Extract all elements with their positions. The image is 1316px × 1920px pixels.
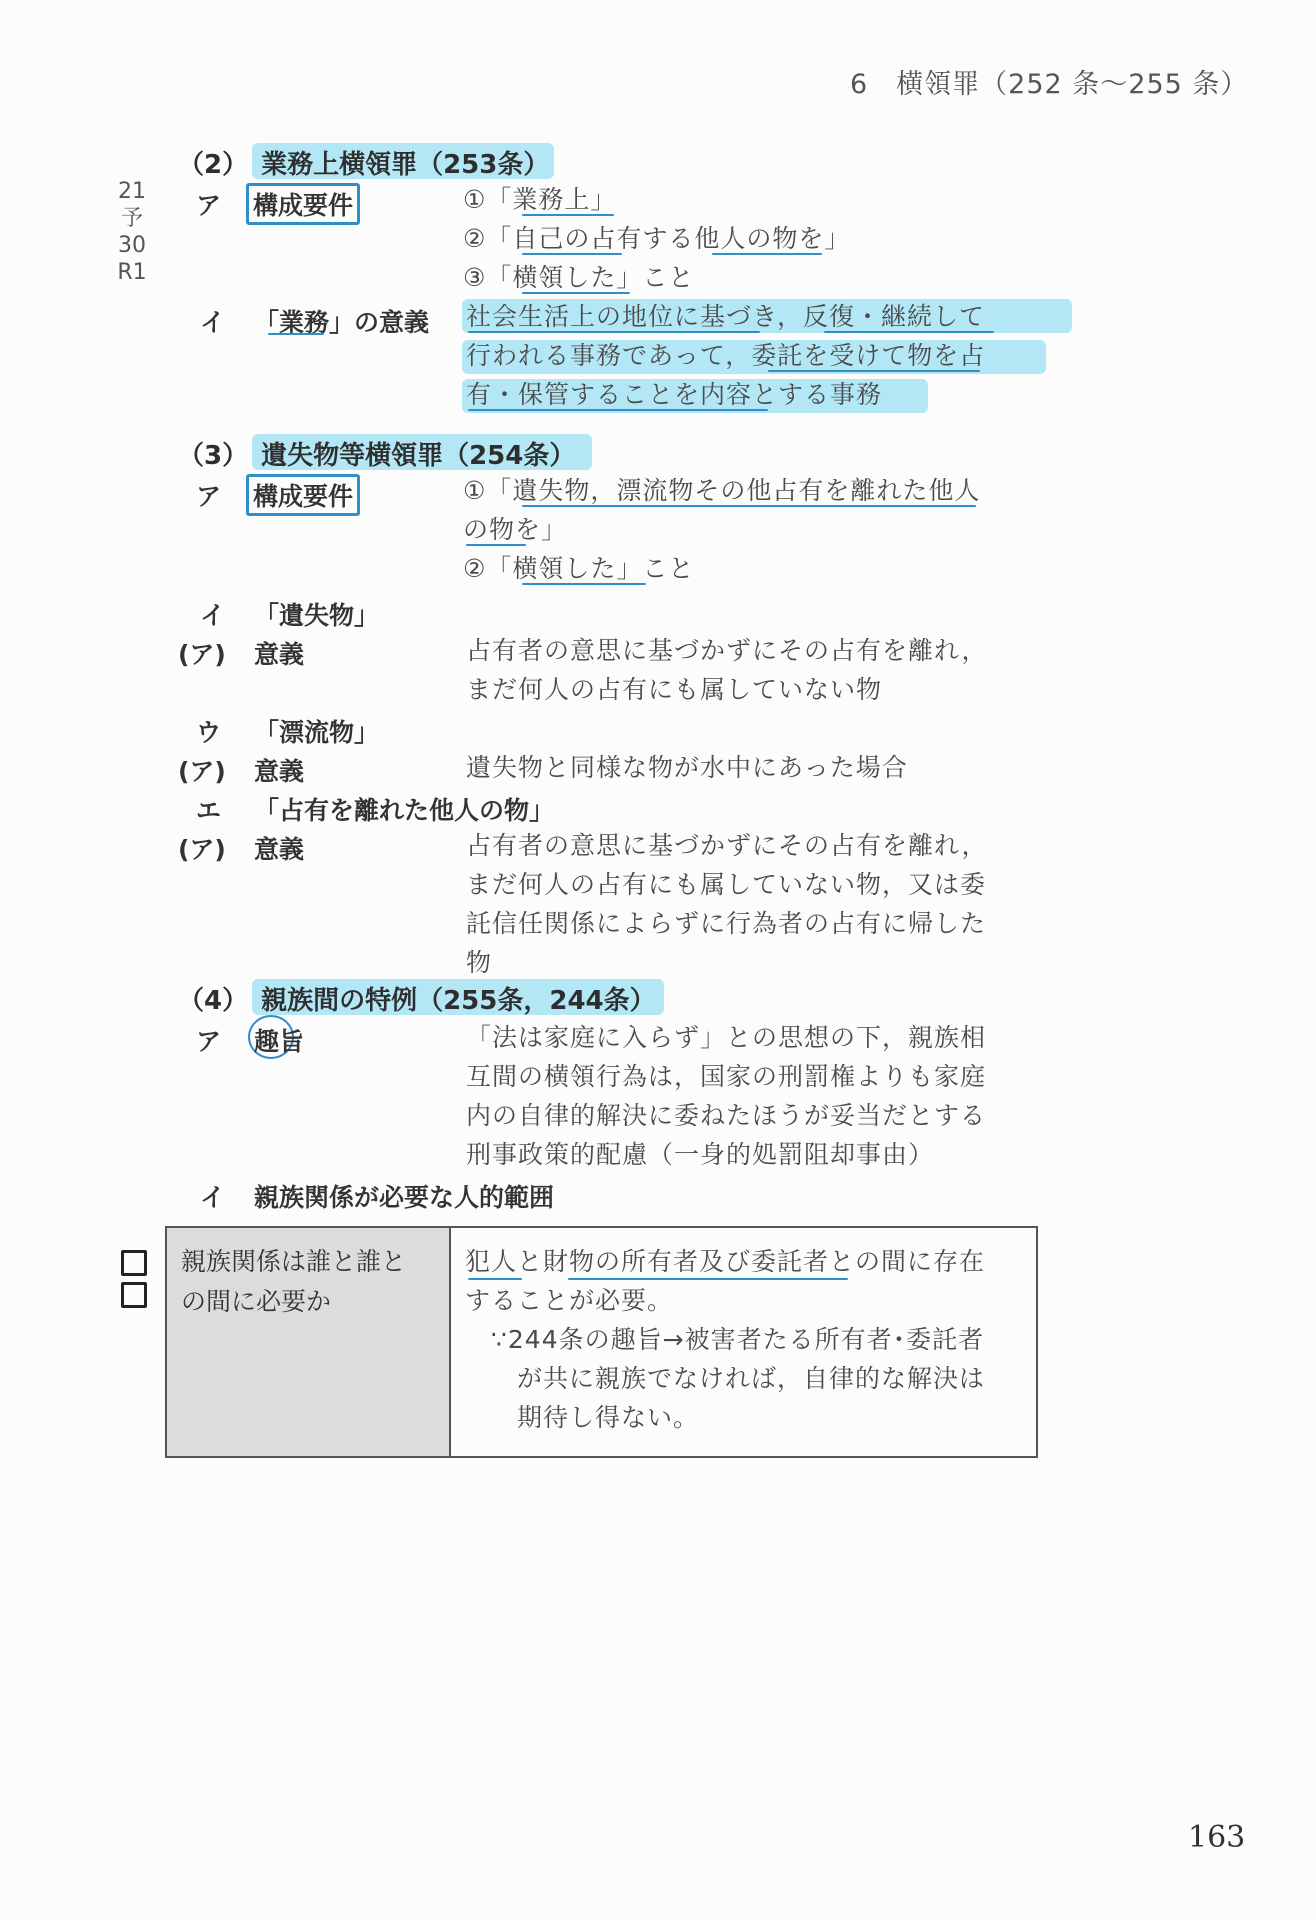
pen-underline <box>468 331 760 333</box>
pen-underline <box>712 253 822 255</box>
item-label-relatives-scope: 親族関係が必要な人的範囲 <box>254 1183 555 1212</box>
meaning-line: 社会生活上の地位に基づき，反復・継続して <box>466 302 986 331</box>
requirement-line: ①「遺失物，漂流物その他占有を離れた他人 <box>463 476 981 505</box>
definition-line: まだ何人の占有にも属していない物，又は委 <box>466 870 987 899</box>
question-cell <box>166 1227 450 1457</box>
pen-underline <box>768 370 980 372</box>
item-marker: ア <box>196 1027 222 1056</box>
definition-line: まだ何人の占有にも属していない物 <box>466 675 883 704</box>
section-heading-2: （2） 業務上横領罪（253条） <box>178 150 550 180</box>
definition-line: 物 <box>466 948 493 977</box>
definition-line: 遺失物と同様な物が水中にあった場合 <box>466 753 908 782</box>
sub-item-label: 意義 <box>254 640 305 669</box>
exam-note-line: 予 <box>120 206 143 231</box>
purpose-line: 内の自律的解決に委ねたほうが妥当だとする <box>466 1101 987 1130</box>
sub-item-label: 意義 <box>254 835 305 864</box>
item-marker: エ <box>196 796 222 825</box>
review-checkbox[interactable] <box>121 1250 147 1276</box>
meaning-line: 有・保管することを内容とする事務 <box>466 380 883 409</box>
exam-note-line: 21 <box>118 179 146 204</box>
requirement-line: の物を」 <box>463 515 568 544</box>
pen-underline <box>522 583 646 585</box>
item-label-meaning: 「業務」の意義 <box>254 308 430 337</box>
pen-underline <box>522 292 630 294</box>
sub-item-marker: (ア) <box>178 835 226 864</box>
item-label-lost-property: 「遺失物」 <box>254 601 380 630</box>
qa-table <box>165 1226 1038 1458</box>
pen-underline <box>468 409 768 411</box>
answer-cell <box>450 1227 1037 1457</box>
review-checkbox[interactable] <box>121 1282 147 1308</box>
question-line: の間に必要か <box>181 1287 332 1316</box>
reason-line: が共に親族でなければ，自律的な解決は <box>517 1364 986 1393</box>
requirement-line: ②「横領した」こと <box>463 554 695 583</box>
answer-line: 犯人と財物の所有者及び委託者との間に存在 <box>465 1247 986 1276</box>
item-marker: イ <box>200 1183 226 1212</box>
purpose-line: 互間の横領行為は，国家の刑罰権よりも家庭 <box>466 1062 987 1091</box>
item-label-requirements: 構成要件 <box>246 183 360 225</box>
chapter-header: 6 横領罪（252 条〜255 条） <box>850 69 1249 100</box>
item-label-requirements: 構成要件 <box>246 474 360 516</box>
requirement-line: ③「横領した」こと <box>463 263 695 292</box>
item-marker: イ <box>200 308 226 337</box>
requirement-line: ①「業務上」 <box>463 185 617 214</box>
answer-line: することが必要。 <box>465 1286 674 1315</box>
definition-line: 占有者の意思に基づかずにその占有を離れ， <box>466 636 988 665</box>
pen-underline <box>522 253 622 255</box>
purpose-line: 「法は家庭に入らず」との思想の下，親族相 <box>466 1023 987 1052</box>
exam-year-note <box>112 178 152 286</box>
item-marker: ア <box>196 482 222 511</box>
definition-line: 占有者の意思に基づかずにその占有を離れ， <box>466 831 988 860</box>
pen-underline <box>466 544 526 546</box>
requirement-line: ②「自己の占有する他人の物を」 <box>463 224 851 253</box>
sub-item-marker: (ア) <box>178 640 226 669</box>
pen-underline <box>568 1278 848 1280</box>
definition-line: 託信任関係によらずに行為者の占有に帰した <box>466 909 987 938</box>
pen-underline <box>522 505 976 507</box>
question-line: 親族関係は誰と誰と <box>181 1247 407 1276</box>
section-heading-3: （3） 遺失物等横領罪（254条） <box>178 441 576 471</box>
pen-underline <box>268 333 324 335</box>
reason-line: ∵244条の趣旨→被害者たる所有者･委託者 <box>491 1325 985 1354</box>
item-label-abandoned-property: 「占有を離れた他人の物」 <box>254 796 555 825</box>
meaning-line: 行われる事務であって，委託を受けて物を占 <box>466 341 986 370</box>
pen-underline <box>824 331 994 333</box>
item-label-purpose: 趣旨 <box>254 1027 305 1056</box>
section-heading-4: （4） 親族間の特例（255条，244条） <box>178 986 656 1016</box>
pen-underline <box>468 1278 522 1280</box>
sub-item-marker: (ア) <box>178 757 226 786</box>
sub-item-label: 意義 <box>254 757 305 786</box>
item-marker: イ <box>200 601 226 630</box>
item-marker: ウ <box>196 718 222 747</box>
exam-note-line: 30 <box>118 233 146 258</box>
qa-row <box>166 1227 1037 1457</box>
page-number: 163 <box>1188 1820 1246 1855</box>
purpose-line: 刑事政策的配慮（一身的処罰阻却事由） <box>466 1140 935 1169</box>
pen-underline <box>522 214 614 216</box>
item-marker: ア <box>196 191 222 220</box>
item-label-drifting-property: 「漂流物」 <box>254 718 380 747</box>
exam-note-line: R1 <box>117 260 147 285</box>
reason-line: 期待し得ない。 <box>517 1403 700 1432</box>
